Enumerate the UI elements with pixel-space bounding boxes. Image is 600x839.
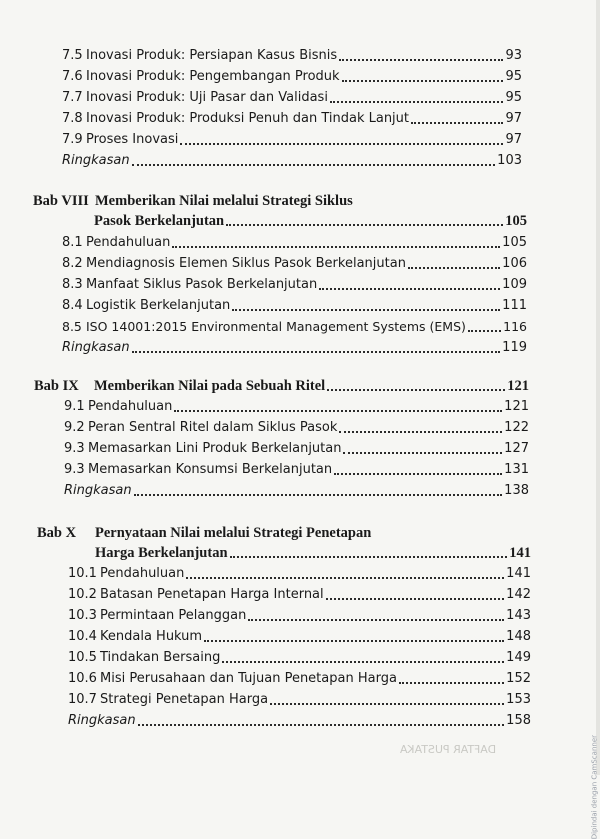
entry-title: Kendala Hukum (100, 629, 203, 644)
chapter-page: 141 (509, 545, 531, 561)
toc-entry (68, 629, 531, 645)
entry-page: 158 (506, 713, 531, 728)
dot-leader (343, 452, 502, 454)
toc-summary (62, 153, 522, 169)
entry-page: 93 (505, 48, 522, 63)
toc-entry (68, 650, 531, 666)
entry-number: 10.2 (68, 587, 97, 602)
entry-title: Peran Sentral Ritel dalam Siklus Pasok (88, 420, 338, 435)
dot-leader (132, 164, 496, 166)
dot-leader (326, 598, 505, 600)
toc-entry (64, 441, 529, 457)
entry-page: 141 (506, 566, 531, 581)
dot-leader (399, 682, 504, 684)
entry-page: 149 (506, 650, 531, 665)
dot-leader (339, 59, 503, 61)
scanner-watermark: Dipindai dengan CamScanner (590, 735, 598, 839)
chapter-title: Memberikan Nilai melalui Strategi Siklus (95, 193, 353, 209)
entry-title: Strategi Penetapan Harga (100, 692, 269, 707)
entry-number: 7.5 (62, 48, 83, 63)
summary-title: Ringkasan (62, 153, 130, 168)
chapter-heading-line (94, 213, 527, 229)
entry-page: 111 (502, 298, 527, 313)
toc-summary (68, 713, 531, 729)
entry-number: 10.4 (68, 629, 97, 644)
dot-leader (180, 143, 503, 145)
entry-number: 9.1 (64, 399, 85, 414)
dot-leader (222, 661, 504, 663)
entry-title: Manfaat Siklus Pasok Berkelanjutan (86, 277, 318, 292)
dot-leader (132, 351, 501, 353)
dot-leader (319, 288, 500, 290)
toc-entry (68, 587, 531, 603)
summary-title: Ringkasan (62, 340, 130, 355)
dot-leader (230, 556, 508, 558)
dot-leader (226, 224, 503, 226)
entry-number: 8.2 (62, 256, 83, 271)
entry-title: Memasarkan Lini Produk Berkelanjutan (88, 441, 342, 456)
entry-page: 103 (497, 153, 522, 168)
entry-page: 143 (506, 608, 531, 623)
toc-entry (68, 692, 531, 708)
dot-leader (232, 309, 500, 311)
toc-entry (68, 566, 531, 582)
toc-entry (62, 298, 527, 314)
toc-entry (64, 420, 529, 436)
entry-number: 10.7 (68, 692, 97, 707)
entry-number: 7.6 (62, 69, 83, 84)
entry-number: 7.9 (62, 132, 83, 147)
entry-title: Permintaan Pelanggan (100, 608, 247, 623)
toc-entry (62, 69, 522, 85)
summary-title: Ringkasan (64, 483, 132, 498)
entry-number: 8.3 (62, 277, 83, 292)
chapter-heading-line (34, 378, 529, 394)
entry-title: Inovasi Produk: Uji Pasar dan Validasi (86, 90, 328, 105)
chapter-title: Harga Berkelanjutan (95, 545, 228, 561)
entry-page: 97 (505, 111, 522, 126)
entry-title: Mendiagnosis Elemen Siklus Pasok Berkelanjutan (86, 256, 406, 271)
chapter-prefix: Bab IX (34, 378, 79, 394)
toc-entry (62, 90, 522, 106)
entry-title: ISO 14001:2015 Environmental Management Systems (EMS) (86, 319, 466, 334)
entry-title: Pendahuluan (88, 399, 173, 414)
dot-leader (134, 494, 503, 496)
entry-title: Misi Perusahaan dan Tujuan Penetapan Harga (100, 671, 397, 686)
chapter-heading-line (95, 545, 531, 561)
dot-leader (330, 101, 504, 103)
entry-title: Pendahuluan (86, 235, 171, 250)
chapter-title: Pasok Berkelanjutan (94, 213, 225, 229)
toc-entry (62, 277, 527, 293)
entry-page: 95 (505, 90, 522, 105)
entry-page: 106 (502, 256, 527, 271)
entry-page: 121 (504, 399, 529, 414)
toc-summary (62, 340, 527, 356)
toc-entry (68, 608, 531, 624)
toc-summary (64, 483, 529, 499)
entry-number: 9.3 (64, 441, 85, 456)
toc-entry (62, 111, 522, 127)
entry-page: 153 (506, 692, 531, 707)
entry-number: 10.6 (68, 671, 97, 686)
dot-leader (408, 267, 500, 269)
entry-title: Batasan Penetapan Harga Internal (100, 587, 324, 602)
dot-leader (270, 703, 504, 705)
entry-page: 138 (504, 483, 529, 498)
entry-title: Inovasi Produk: Pengembangan Produk (86, 69, 340, 84)
chapter-title: Memberikan Nilai pada Sebuah Ritel (94, 378, 326, 394)
summary-title: Ringkasan (68, 713, 136, 728)
entry-number: 8.5 (62, 319, 82, 334)
dot-leader (468, 330, 501, 332)
chapter-title: Pernyataan Nilai melalui Strategi Penetapan (95, 525, 372, 541)
entry-title: Logistik Berkelanjutan (86, 298, 231, 313)
dot-leader (248, 619, 504, 621)
toc-entry (62, 256, 527, 272)
entry-number: 7.8 (62, 111, 83, 126)
entry-page: 116 (503, 319, 527, 334)
dot-leader (138, 724, 505, 726)
entry-number: 8.1 (62, 235, 83, 250)
toc-entry (64, 399, 529, 415)
entry-page: 105 (502, 235, 527, 250)
dot-leader (411, 122, 503, 124)
toc-entry (64, 462, 529, 478)
page-edge (596, 0, 600, 775)
entry-page: 142 (506, 587, 531, 602)
dot-leader (174, 410, 502, 412)
entry-number: 9.3 (64, 462, 85, 477)
dot-leader (334, 473, 502, 475)
dot-leader (172, 246, 500, 248)
dot-leader (339, 431, 502, 433)
chapter-prefix: Bab VIII (33, 193, 89, 209)
entry-page: 131 (504, 462, 529, 477)
entry-title: Inovasi Produk: Persiapan Kasus Bisnis (86, 48, 338, 63)
entry-page: 122 (504, 420, 529, 435)
entry-page: 127 (504, 441, 529, 456)
entry-number: 10.5 (68, 650, 97, 665)
entry-page: 97 (505, 132, 522, 147)
entry-number: 10.1 (68, 566, 97, 581)
entry-page: 95 (505, 69, 522, 84)
toc-entry (62, 132, 522, 148)
chapter-heading (37, 525, 371, 542)
chapter-prefix: Bab X (37, 525, 77, 541)
entry-number: 8.4 (62, 298, 83, 313)
entry-page: 148 (506, 629, 531, 644)
entry-page: 119 (502, 340, 527, 355)
entry-page: 152 (506, 671, 531, 686)
entry-number: 10.3 (68, 608, 97, 623)
toc-entry (62, 48, 522, 64)
bleed-through-text: DAFTAR PUSTAKA (400, 743, 497, 756)
entry-number: 7.7 (62, 90, 83, 105)
entry-title: Tindakan Bersaing (100, 650, 221, 665)
dot-leader (342, 80, 504, 82)
toc-entry (62, 235, 527, 251)
entry-title: Inovasi Produk: Produksi Penuh dan Tindak Lanjut (86, 111, 410, 126)
chapter-page: 121 (507, 378, 529, 394)
toc-entry (68, 671, 531, 687)
entry-number: 9.2 (64, 420, 85, 435)
dot-leader (204, 640, 504, 642)
chapter-page: 105 (505, 213, 527, 229)
entry-title: Proses Inovasi (86, 132, 179, 147)
entry-page: 109 (502, 277, 527, 292)
entry-title: Pendahuluan (100, 566, 185, 581)
chapter-heading (33, 193, 353, 210)
dot-leader (327, 389, 505, 391)
entry-title: Memasarkan Konsumsi Berkelanjutan (88, 462, 333, 477)
dot-leader (186, 577, 504, 579)
toc-entry (62, 319, 527, 335)
